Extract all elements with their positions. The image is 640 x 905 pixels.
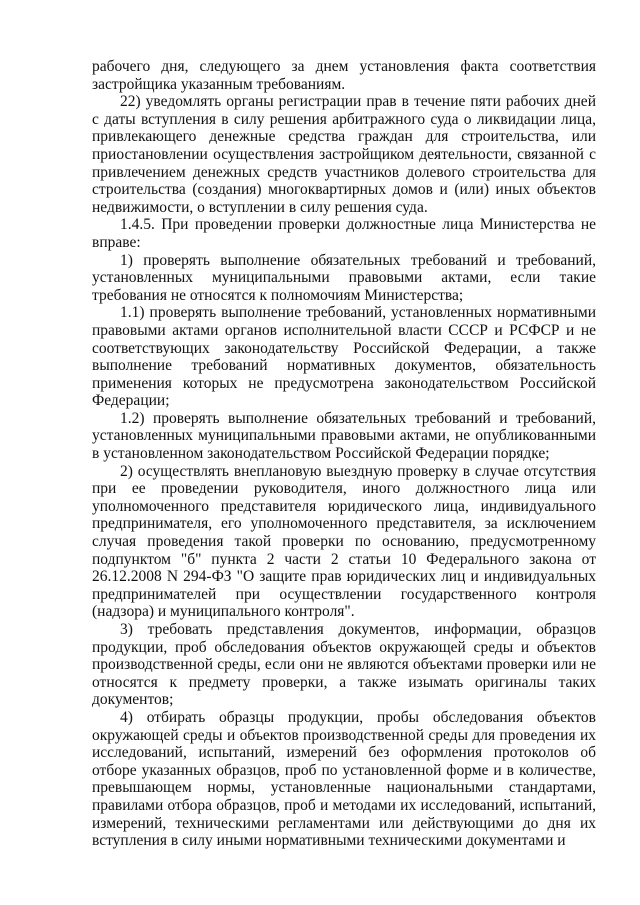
paragraph-continuation: рабочего дня, следующего за днем установления факта соответствия застройщика указанным требованиям. (92, 58, 596, 93)
paragraph-item-2: 2) осуществлять внеплановую выездную проверку в случае отсутствия при ее проведении руководителя, иного должностного лица или уполномоченного представителя юридического лица, индивидуального предпринимателя, его уполномоченного представителя, за исключением случая проведения такой проверки по основанию, предусмотренному подпунктом "б" пункта 2 части 2 статьи 10 Федерального закона от 26.12.2008 N 294-ФЗ "О защите прав юридических лиц и индивидуальных предпринимателей при осуществлении государственного контроля (надзора) и муниципального контроля". (92, 462, 596, 621)
paragraph-item-1-1: 1.1) проверять выполнение требований, установленных нормативными правовыми актами органов исполнительной власти СССР и РСФСР и не соответствующих законодательству Российской Федерации, а также выполнение требований нормативных документов, обязательность применения которых не предусмотрена законодательством Российской Федерации; (92, 304, 596, 410)
paragraph-item-22: 22) уведомлять органы регистрации прав в течение пяти рабочих дней с даты вступления в силу решения арбитражного суда о ликвидации лица, привлекающего денежные средства граждан для строительства, или приостановлении осуществления застройщиком деятельности, связанной с привлечением денежных средств участников долевого строительства для строительства (создания) многоквартирных домов и (или) иных объектов недвижимости, о вступлении в силу решения суда. (92, 93, 596, 216)
paragraph-item-4: 4) отбирать образцы продукции, пробы обследования объектов окружающей среды и объектов производственной среды для проведения их исследований, испытаний, измерений без оформления протоколов об отборе указанных образцов, проб по установленной форме и в количестве, превышающем нормы, установленные национальными стандартами, правилами отбора образцов, проб и методами их исследований, испытаний, измерений, техническими регламентами или действующими до дня их вступления в силу иными нормативными техническими документами и (92, 708, 596, 850)
paragraph-item-1: 1) проверять выполнение обязательных требований и требований, установленных муниципальными правовыми актами, если такие требования не относятся к полномочиям Министерства; (92, 251, 596, 304)
paragraph-section-1-4-5: 1.4.5. При проведении проверки должностные лица Министерства не вправе: (92, 216, 596, 251)
document-page (92, 58, 596, 850)
paragraph-item-3: 3) требовать представления документов, информации, образцов продукции, проб обследования объектов окружающей среды и объектов производственной среды, если они не являются объектами проверки или не относятся к предмету проверки, а также изымать оригиналы таких документов; (92, 621, 596, 709)
paragraph-item-1-2: 1.2) проверять выполнение обязательных требований и требований, установленных муниципальными правовыми актами, не опубликованными в установленном законодательством Российской Федерации порядке; (92, 409, 596, 463)
